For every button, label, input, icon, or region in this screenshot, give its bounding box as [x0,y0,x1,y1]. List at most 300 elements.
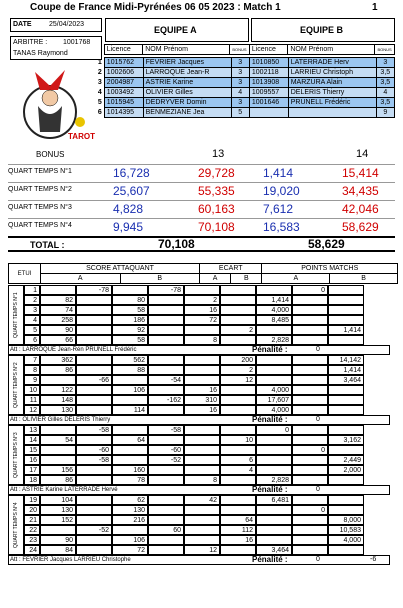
detail-cell [148,515,184,525]
quarter-b-score: 7,612 [263,202,294,216]
detail-cell [184,505,220,515]
detail-cell: 17,607 [256,395,292,405]
col-bonus-b: BONUS [375,45,395,55]
detail-cell: 1,414 [256,295,292,305]
detail-cell [220,285,256,295]
detail-cell [184,515,220,525]
total-a: 70,108 [158,238,195,251]
detail-cell: 17 [24,465,40,475]
detail-cell: 86 [40,475,76,485]
detail-cell [256,365,292,375]
detail-cell [148,435,184,445]
detail-cell: 64 [220,515,256,525]
detail-cell: 2,828 [256,335,292,345]
a-licence: 1002606 [104,68,143,78]
detail-cell: 12 [220,375,256,385]
detail-cell [184,535,220,545]
detail-cell [148,305,184,315]
detail-cell [292,335,328,345]
teams-table [90,44,395,55]
detail-cell [328,505,364,515]
team-b-title: EQUIPE B [300,25,344,35]
detail-cell: 2 [220,365,256,375]
tarot-logo [10,62,102,144]
detail-cell: -78 [148,285,184,295]
detail-cell: 66 [40,335,76,345]
h-score-a: A [41,274,121,284]
quarter-a-cumul: 55,335 [198,184,235,198]
detail-cell: 64 [112,435,148,445]
detail-cell: 8,000 [328,515,364,525]
detail-cell [148,325,184,335]
b-name [288,108,376,118]
detail-cell: 24 [24,545,40,555]
detail-cell [40,445,76,455]
detail-cell [292,325,328,335]
detail-cell: 5 [24,325,40,335]
penalite-b: -6 [370,556,377,563]
a-bonus: 3 [231,68,249,78]
detail-cell: 216 [112,515,148,525]
detail-cell: 2,000 [328,465,364,475]
detail-cell: -58 [76,455,112,465]
detail-cell [256,325,292,335]
detail-cell: 200 [220,355,256,365]
detail-cell: 72 [184,315,220,325]
detail-cell: 16 [24,455,40,465]
h-points-a: A [262,274,330,284]
detail-cell: 0 [292,445,328,455]
detail-cell: 2 [184,295,220,305]
detail-cell [256,355,292,365]
detail-cell [220,495,256,505]
team-row [90,58,395,68]
detail-cell [148,465,184,475]
detail-cell [256,455,292,465]
row-number: 3 [97,79,102,86]
detail-cell: 54 [40,435,76,445]
date-box [10,18,102,32]
detail-cell: 3,162 [328,435,364,445]
detail-cell [292,295,328,305]
summary-quarter-row [8,164,395,180]
detail-cell [328,305,364,315]
detail-cell: 114 [112,405,148,415]
detail-cell [184,445,220,455]
detail-cell: 84 [40,545,76,555]
b-name: PRUNELL Frédéric [288,98,376,108]
summary-quarter-row [8,200,395,216]
detail-cell: 4 [220,465,256,475]
detail-cell: 112 [220,525,256,535]
detail-cell: 4 [24,315,40,325]
bonus-b: 14 [356,149,369,159]
detail-cell: 12 [24,405,40,415]
detail-cell [76,535,112,545]
attacker-names: Att : LARROQUE Jean-Rén PRUNELL Frédéric [10,347,137,353]
attacker-names: Att : FEVRIER Jacques LARRIEU Christophe [10,557,131,563]
b-name: LARRIEU Christoph [288,68,376,78]
detail-cell [220,305,256,315]
team-row [90,88,395,98]
detail-cell [328,445,364,455]
team-b-header [251,18,395,42]
detail-cell [148,365,184,375]
detail-cell [292,405,328,415]
col-name-b: NOM Prénom [288,45,375,55]
detail-cell: 13 [24,425,40,435]
detail-cell: 3,464 [256,545,292,555]
a-licence: 1014395 [104,108,143,118]
quarter-label: QUART TEMPS N°1 [8,168,72,175]
a-name: LARROQUE Jean-R [143,68,231,78]
b-bonus: 4 [376,88,394,98]
penalite-label: Pénalité : [252,415,288,424]
detail-cell: 90 [40,535,76,545]
detail-cell: 2,828 [256,475,292,485]
detail-cell: 21 [24,515,40,525]
b-licence: 1002118 [249,68,288,78]
a-licence: 1015945 [104,98,143,108]
detail-cell [76,495,112,505]
detail-cell: 14,142 [328,355,364,365]
detail-cell: 1,414 [328,365,364,375]
detail-cell: -78 [76,285,112,295]
detail-cell: 22 [24,525,40,535]
detail-cell: 58 [112,305,148,315]
detail-cell [256,535,292,545]
detail-cell [328,385,364,395]
detail-cell [292,495,328,505]
detail-cell [76,385,112,395]
detail-cell [76,505,112,515]
detail-cell: -60 [76,445,112,455]
detail-cell [256,515,292,525]
a-bonus: 3 [231,58,249,68]
detail-cell: 258 [40,315,76,325]
detail-cell [220,545,256,555]
detail-cell [292,375,328,385]
a-name: OLIVIER Gilles [143,88,231,98]
arbitre-label: ARBITRE : [13,39,48,46]
detail-quarter-label: QUART TEMPS N°1 [8,285,24,345]
row-number: 4 [97,89,102,96]
detail-cell [292,435,328,445]
detail-cell [148,545,184,555]
detail-cell [292,465,328,475]
detail-cell: 14 [24,435,40,445]
detail-cell: 3,464 [328,375,364,385]
detail-cell: 42 [184,495,220,505]
detail-cell [328,335,364,345]
detail-cell [148,495,184,505]
detail-cell [256,435,292,445]
quarter-b-cumul: 15,414 [342,166,379,180]
bonus-row [0,150,403,162]
team-a-title: EQUIPE A [154,25,197,35]
detail-cell [148,405,184,415]
detail-cell [292,385,328,395]
detail-cell: 4,000 [256,385,292,395]
row-number: 1 [97,59,102,66]
detail-cell: 156 [40,465,76,475]
penalite-a: 0 [316,416,320,423]
detail-cell [184,285,220,295]
detail-cell [220,385,256,395]
detail-cell [40,375,76,385]
detail-cell: -58 [148,425,184,435]
detail-cell: -66 [76,375,112,385]
detail-cell [148,535,184,545]
a-licence: 1015762 [104,58,143,68]
detail-cell [184,455,220,465]
b-licence: 1013908 [249,78,288,88]
a-bonus: 3 [231,98,249,108]
detail-cell [184,355,220,365]
detail-cell: 160 [112,465,148,475]
detail-cell [76,405,112,415]
arbitre-name: TANAS Raymond [13,50,68,57]
quarter-a-score: 16,728 [113,166,150,180]
detail-cell [112,445,148,455]
detail-cell [112,285,148,295]
team-row [90,108,395,118]
detail-cell: 152 [40,515,76,525]
page-title: Coupe de France Midi-Pyrénées 06 05 2023 : Match 1 [30,2,281,13]
team-row [90,98,395,108]
quarter-label: QUART TEMPS N°4 [8,222,72,229]
detail-cell [112,455,148,465]
detail-cell [148,385,184,395]
detail-cell [76,545,112,555]
detail-cell: 11 [24,395,40,405]
detail-cell: -162 [148,395,184,405]
quarter-b-cumul: 58,629 [342,220,379,234]
quarter-a-cumul: 29,728 [198,166,235,180]
detail-cell: 130 [112,505,148,515]
detail-cell [148,295,184,305]
detail-cell: 104 [40,495,76,505]
detail-cell: 74 [40,305,76,315]
detail-cell [292,455,328,465]
total-row [8,236,395,252]
detail-cell: 88 [112,365,148,375]
detail-cell: 15 [24,445,40,455]
detail-cell: 106 [112,385,148,395]
detail-cell [256,445,292,455]
a-bonus: 5 [231,108,249,118]
detail-cell [292,545,328,555]
detail-cell [292,535,328,545]
detail-cell [76,305,112,315]
detail-cell [148,315,184,325]
detail-cell [76,475,112,485]
detail-cell: 6 [24,335,40,345]
detail-cell [328,475,364,485]
attacker-names: Att : ASTRIE Karine LATERRADE Hervé [10,487,118,493]
detail-cell [328,405,364,415]
teams-body-table [90,57,395,118]
detail-cell: 62 [112,495,148,505]
detail-quarter-label: QUART TEMPS N°4 [8,495,24,555]
detail-cell [292,395,328,405]
arbitre-box [10,36,102,60]
detail-cell: 4,000 [328,535,364,545]
detail-cell [328,295,364,305]
a-name: ASTRIE Karine [143,78,231,88]
detail-cell: 23 [24,535,40,545]
detail-cell [292,365,328,375]
detail-cell [292,425,328,435]
detail-cell: 8,485 [256,315,292,325]
total-label: TOTAL : [30,240,65,250]
detail-cell: 19 [24,495,40,505]
detail-cell: -58 [76,425,112,435]
penalite-a: 0 [316,486,320,493]
detail-cell [76,465,112,475]
team-row [90,78,395,88]
a-bonus: 4 [231,88,249,98]
detail-cell [292,525,328,535]
detail-cell: 106 [112,535,148,545]
detail-cell: 6,481 [256,495,292,505]
page-number: 1 [372,2,378,13]
detail-cell [256,525,292,535]
h-points-b: B [330,274,398,284]
detail-quarter-label: QUART TEMPS N°2 [8,355,24,415]
detail-cell [292,475,328,485]
detail-cell [220,445,256,455]
detail-cell: 2 [24,295,40,305]
col-licence-a: Licence [104,45,143,55]
bonus-a: 13 [212,149,225,159]
b-bonus: 3 [376,58,394,68]
quarter-a-score: 25,607 [113,184,150,198]
detail-cell [256,505,292,515]
quarter-a-cumul: 70,108 [198,220,235,234]
detail-cell: 1,414 [328,325,364,335]
detail-cell [220,315,256,325]
detail-cell [40,525,76,535]
detail-cell: 10 [24,385,40,395]
row-number: 5 [97,99,102,106]
detail-cell [76,395,112,405]
detail-cell [184,435,220,445]
b-bonus: 3,5 [376,78,394,88]
date-label: DATE [13,21,32,28]
a-licence: 1003492 [104,88,143,98]
quarter-b-score: 1,414 [263,166,294,180]
a-name: BENMEZIANE Jea [143,108,231,118]
col-licence-b: Licence [249,45,288,55]
detail-cell [148,355,184,365]
date-value: 25/04/2023 [49,21,85,28]
detail-cell: 1 [24,285,40,295]
h-ecart-b: B [231,274,262,284]
arbitre-id: 1001768 [63,39,91,46]
detail-cell: 9 [24,375,40,385]
quarter-a-score: 9,945 [113,220,144,234]
row-number: 2 [97,69,102,76]
total-b: 58,629 [308,238,345,251]
detail-cell: 12 [184,545,220,555]
detail-cell [220,335,256,345]
detail-cell [76,295,112,305]
detail-cell [112,525,148,535]
quarter-b-score: 19,020 [263,184,300,198]
detail-cell: 80 [112,295,148,305]
bonus-label: BONUS [36,150,65,159]
detail-cell [76,365,112,375]
detail-cell [76,515,112,525]
detail-header-table [8,263,398,284]
quarter-a-score: 4,828 [113,202,144,216]
detail-cell [148,505,184,515]
a-licence: 2004987 [104,78,143,88]
detail-cell: 362 [40,355,76,365]
detail-cell [292,305,328,315]
detail-quarter-label: QUART TEMPS N°3 [8,425,24,485]
detail-cell [220,405,256,415]
b-licence: 1009557 [249,88,288,98]
detail-cell [76,355,112,365]
detail-cell: 6 [220,455,256,465]
detail-cell: 78 [112,475,148,485]
h-ecart-a: A [200,274,231,284]
detail-cell: -54 [148,375,184,385]
detail-cell: 8 [184,335,220,345]
detail-cell: 310 [184,395,220,405]
detail-cell: 20 [24,505,40,515]
detail-cell [220,505,256,515]
detail-cell [220,295,256,305]
a-name: DEDRYVER Domin [143,98,231,108]
detail-cell: 0 [292,505,328,515]
detail-cell: 18 [24,475,40,485]
detail-cell: -52 [76,525,112,535]
detail-cell [112,425,148,435]
quarter-b-cumul: 34,435 [342,184,379,198]
detail-cell [256,375,292,385]
col-bonus-a: BONUS [230,45,249,55]
a-name: FEVRIER Jacques [143,58,231,68]
detail-cell [328,545,364,555]
detail-cell: 3 [24,305,40,315]
detail-cell: -52 [148,455,184,465]
detail-cell [328,315,364,325]
detail-cell [40,455,76,465]
row-number: 6 [97,109,102,116]
detail-cell: 92 [112,325,148,335]
detail-cell [220,425,256,435]
detail-cell [328,285,364,295]
detail-cell: 60 [148,525,184,535]
detail-cell [76,315,112,325]
detail-cell [184,465,220,475]
quarter-a-cumul: 60,163 [198,202,235,216]
h-score: SCORE ATTAQUANT [41,264,200,274]
detail-cell [76,335,112,345]
h-points: POINTS MATCHS [262,264,398,274]
detail-cell: 16 [184,385,220,395]
b-name: DELERIS Thierry [288,88,376,98]
detail-cell: 90 [40,325,76,335]
h-score-b: B [120,274,200,284]
quarter-b-cumul: 42,046 [342,202,379,216]
b-licence [249,108,288,118]
b-licence: 1001646 [249,98,288,108]
quarter-label: QUART TEMPS N°2 [8,186,72,193]
